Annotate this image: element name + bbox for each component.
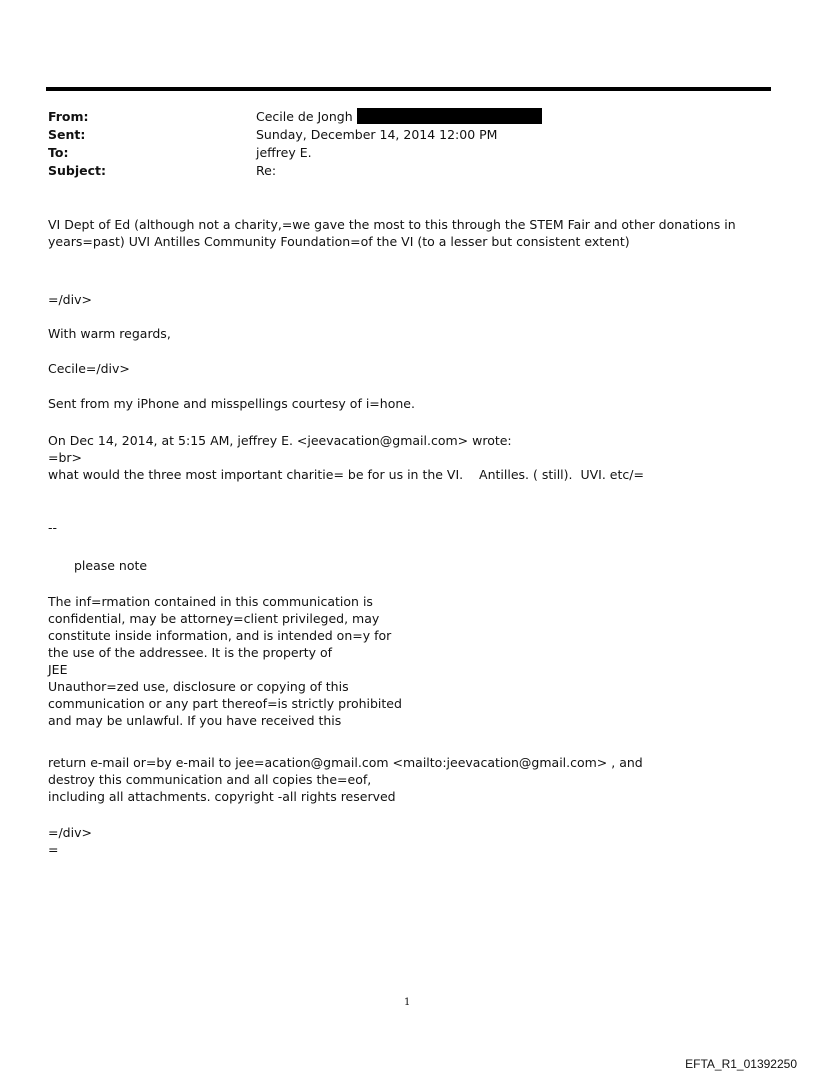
subject-label: Subject: — [48, 163, 106, 178]
redaction-bar — [357, 108, 542, 124]
email-body — [48, 216, 748, 250]
notice-line: JEE — [48, 662, 68, 677]
sent-from-block — [48, 395, 748, 412]
return-line: including all attachments. copyright -all rights reserved — [48, 789, 396, 804]
please-note-block — [74, 557, 774, 574]
div-close: =/div> — [48, 825, 92, 840]
from-name: Cecile de Jongh — [256, 109, 353, 124]
equals: = — [48, 842, 59, 857]
body-line: VI Dept of Ed (although not a charity,=we gave the most to this through the STEM Fair and other donations in — [48, 217, 736, 232]
quote-intro: On Dec 14, 2014, at 5:15 AM, jeffrey E. <jeevacation@gmail.com> wrote: — [48, 433, 512, 448]
body-line: years=past) UVI Antilles Community Foundation=of the VI (to a lesser but consistent extent) — [48, 234, 630, 249]
notice-line: The inf=rmation contained in this communication is — [48, 594, 373, 609]
div-close: =/div> — [48, 292, 92, 307]
from-value — [256, 108, 542, 126]
quote-text: what would the three most important charitie= be for us in the VI. Antilles. ( still). UVI. etc/= — [48, 467, 644, 482]
signature-block — [48, 360, 748, 377]
regards: With warm regards, — [48, 326, 171, 341]
header-divider — [46, 87, 771, 91]
to-label: To: — [48, 145, 69, 160]
regards-block — [48, 325, 748, 342]
return-notice — [48, 754, 748, 805]
subject-value: Re: — [256, 163, 277, 178]
sig-separator-block — [48, 519, 748, 536]
signature: Cecile=/div> — [48, 361, 130, 376]
closing-block — [48, 824, 748, 858]
to-value: jeffrey E. — [256, 145, 312, 160]
from-label: From: — [48, 109, 89, 124]
sent-from: Sent from my iPhone and misspellings courtesy of i=hone. — [48, 396, 415, 411]
sent-label: Sent: — [48, 127, 86, 142]
notice-line: constitute inside information, and is intended on=y for — [48, 628, 392, 643]
email-body-cont — [48, 291, 748, 308]
quoted-message — [48, 432, 748, 483]
page-number: 1 — [404, 997, 411, 1008]
notice-line: the use of the addressee. It is the property of — [48, 645, 333, 660]
return-line: return e-mail or=by e-mail to jee=acation@gmail.com <mailto:jeevacation@gmail.com> , and — [48, 755, 643, 770]
notice-line: Unauthor=zed use, disclosure or copying of this — [48, 679, 349, 694]
notice-line: communication or any part thereof=is strictly prohibited — [48, 696, 402, 711]
notice-line: confidential, may be attorney=client privileged, may — [48, 611, 380, 626]
sent-value: Sunday, December 14, 2014 12:00 PM — [256, 127, 498, 142]
document-id: EFTA_R1_01392250 — [685, 1057, 797, 1071]
quote-br: =br> — [48, 450, 83, 465]
confidentiality-notice — [48, 593, 748, 729]
sig-separator: -- — [48, 520, 58, 535]
return-line: destroy this communication and all copies the=eof, — [48, 772, 372, 787]
please-note: please note — [74, 558, 148, 573]
notice-line: and may be unlawful. If you have received this — [48, 713, 342, 728]
